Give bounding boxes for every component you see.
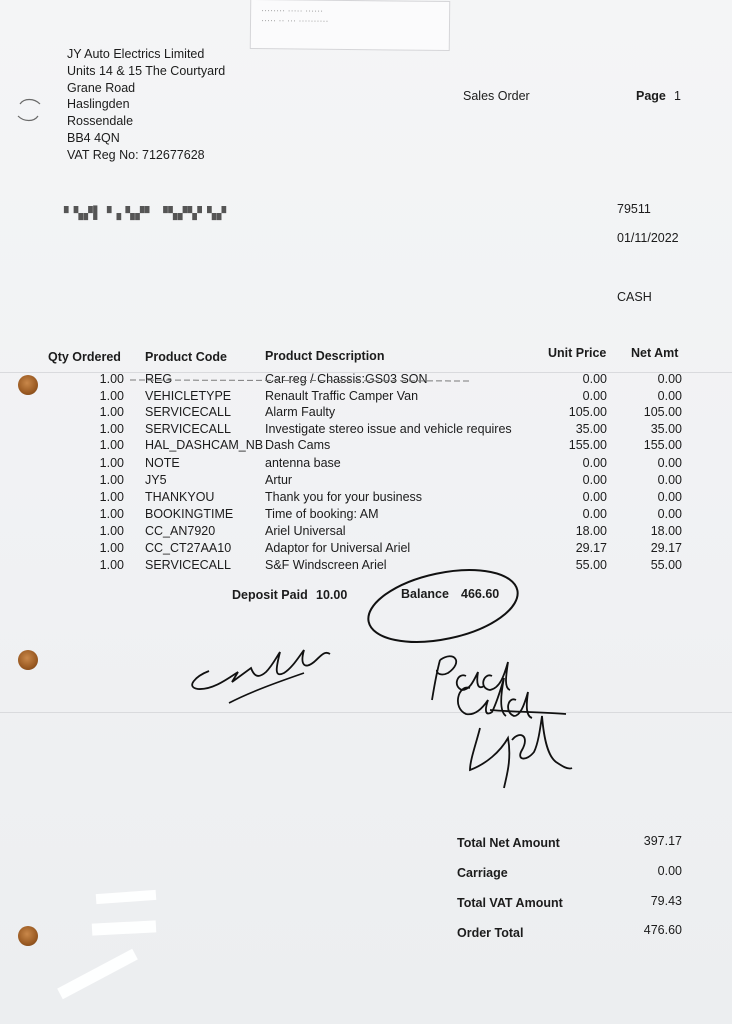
total-vat-value: 79.43 — [650, 894, 682, 908]
page-label: Page — [636, 89, 666, 103]
company-name: JY Auto Electrics Limited — [67, 47, 205, 61]
item-net-amount: 0.00 — [657, 507, 682, 521]
item-code: THANKYOU — [145, 490, 215, 504]
item-unit-price: 0.00 — [582, 389, 607, 403]
column-header-qty: Qty Ordered — [48, 350, 121, 364]
item-code: BOOKINGTIME — [145, 507, 234, 521]
page-number: 1 — [674, 89, 681, 103]
item-code: SERVICECALL — [145, 405, 231, 419]
total-net-label: Total Net Amount — [457, 836, 560, 850]
balance-value: 466.60 — [461, 587, 500, 601]
signature-camper — [192, 650, 330, 689]
item-net-amount: 35.00 — [650, 422, 682, 436]
item-description: Thank you for your business — [265, 490, 423, 504]
item-unit-price: 105.00 — [568, 405, 607, 419]
item-code: JY5 — [145, 473, 167, 487]
item-qty: 1.00 — [99, 524, 124, 538]
mirrored-ink-smudge: ▖▞▚▌▗▝ ▞▚▖ ▗▞▚▞▖▞▚ — [64, 206, 227, 220]
item-code: SERVICECALL — [145, 558, 231, 572]
item-qty: 1.00 — [99, 438, 124, 452]
signature-underline — [229, 673, 304, 703]
balance-circle — [362, 558, 524, 654]
item-code: NOTE — [145, 456, 180, 470]
balance-label: Balance — [401, 587, 449, 601]
column-header-description: Product Description — [265, 349, 385, 363]
pen-strike-line — [130, 380, 470, 381]
address-line: Haslingden — [67, 97, 130, 112]
document-title: Sales Order — [463, 89, 530, 103]
item-qty: 1.00 — [99, 473, 124, 487]
item-description: Ariel Universal — [265, 524, 346, 538]
item-unit-price: 0.00 — [582, 490, 607, 504]
item-qty: 1.00 — [99, 541, 124, 555]
item-unit-price: 0.00 — [582, 507, 607, 521]
item-unit-price: 29.17 — [575, 541, 607, 555]
item-net-amount: 0.00 — [657, 389, 682, 403]
item-net-amount: 0.00 — [657, 473, 682, 487]
item-description: S&F Windscreen Ariel — [265, 558, 387, 572]
item-net-amount: 155.00 — [643, 438, 682, 452]
item-code: HAL_DASHCAM_NB — [145, 438, 264, 452]
item-description: Artur — [265, 473, 293, 487]
address-line: Grane Road — [67, 80, 136, 95]
deposit-label: Deposit Paid — [232, 588, 308, 602]
item-qty: 1.00 — [99, 456, 124, 470]
item-description: Alarm Faulty — [265, 405, 336, 419]
vat-reg-number: VAT Reg No: 712677628 — [67, 147, 205, 162]
address-line: BB4 4QN — [67, 130, 120, 145]
item-net-amount: 0.00 — [657, 490, 682, 504]
item-unit-price: 0.00 — [582, 456, 607, 470]
total-vat-label: Total VAT Amount — [457, 896, 563, 910]
item-description: Time of booking: AM — [265, 507, 379, 521]
item-unit-price: 0.00 — [582, 473, 607, 487]
address-line: Units 14 & 15 The Courtyard — [67, 63, 226, 78]
staple-mark — [18, 100, 40, 121]
item-net-amount: 0.00 — [657, 456, 682, 470]
item-net-amount: 18.00 — [650, 524, 682, 538]
address-line: Rossendale — [67, 114, 134, 129]
item-unit-price: 35.00 — [575, 422, 607, 436]
item-unit-price: 0.00 — [582, 372, 607, 386]
order-number: 79511 — [617, 202, 651, 216]
item-description: Adaptor for Universal Ariel — [265, 541, 411, 555]
total-net-value: 397.17 — [643, 834, 682, 848]
column-header-code: Product Code — [145, 350, 227, 364]
item-qty: 1.00 — [99, 558, 124, 572]
item-net-amount: 55.00 — [650, 558, 682, 572]
order-total-label: Order Total — [457, 926, 524, 940]
item-description: Renault Traffic Camper Van — [265, 389, 419, 403]
item-description: Car reg / Chassis:GS03 SON — [265, 372, 428, 386]
item-net-amount: 0.00 — [657, 372, 682, 386]
torn-paper-scrap: ········ ····· ······ ····· ·· ··· ·········· — [250, 0, 451, 51]
item-qty: 1.00 — [99, 389, 124, 403]
order-date: 01/11/2022 — [617, 231, 679, 245]
item-code: SERVICECALL — [145, 422, 231, 436]
carriage-value: 0.00 — [657, 864, 682, 878]
handwritten-paid — [432, 656, 510, 700]
item-qty: 1.00 — [99, 507, 124, 521]
item-unit-price: 155.00 — [568, 438, 607, 452]
initials-signature — [470, 710, 572, 788]
item-net-amount: 29.17 — [650, 541, 682, 555]
item-net-amount: 105.00 — [643, 405, 682, 419]
item-qty: 1.00 — [99, 372, 124, 386]
item-description: Dash Cams — [265, 438, 331, 452]
item-code: VEHICLETYPE — [145, 389, 232, 403]
deposit-value: 10.00 — [316, 588, 348, 602]
order-total-value: 476.60 — [643, 923, 682, 937]
item-code: REG — [145, 372, 173, 386]
column-header-unit-price: Unit Price — [548, 346, 607, 360]
payment-method: CASH — [617, 290, 652, 304]
item-qty: 1.00 — [99, 422, 124, 436]
item-description: antenna base — [265, 456, 341, 470]
item-code: CC_AN7920 — [145, 524, 216, 538]
item-description: Investigate stereo issue and vehicle requires — [265, 422, 512, 436]
column-header-net-amount: Net Amt — [631, 346, 679, 360]
item-code: CC_CT27AA10 — [145, 541, 232, 555]
item-qty: 1.00 — [99, 490, 124, 504]
item-unit-price: 55.00 — [575, 558, 607, 572]
item-qty: 1.00 — [99, 405, 124, 419]
item-unit-price: 18.00 — [575, 524, 607, 538]
carriage-label: Carriage — [457, 866, 508, 880]
